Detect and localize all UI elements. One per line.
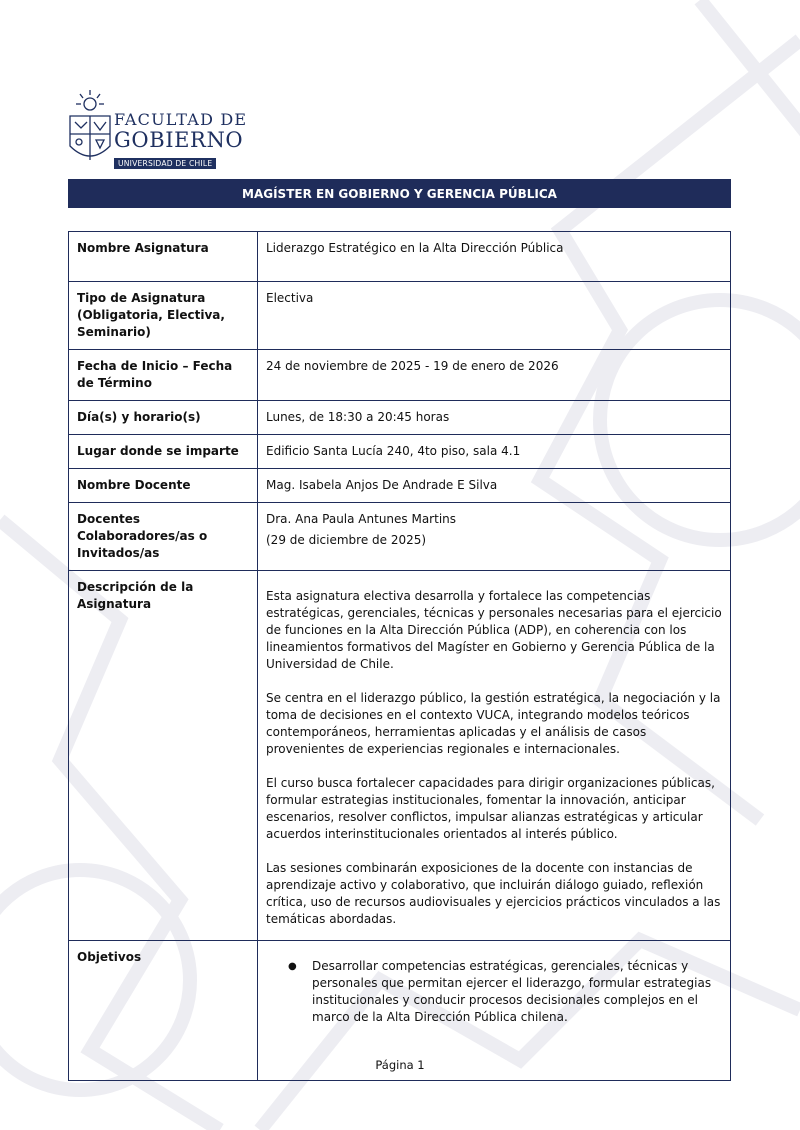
logo-wordmark	[114, 111, 247, 170]
label-tipo-asignatura: Tipo de Asignatura (Obligatoria, Electiva, Seminario)	[69, 282, 258, 350]
value-descripcion	[258, 571, 731, 941]
objetivo-item	[266, 958, 722, 1026]
descripcion-paragraph: Esta asignatura electiva desarrolla y fortalece las competencias estratégicas, gerenciales, técnicas y personales necesarias para el ejercicio de funciones en la Alta Dirección Pública (ADP), en coherencia con los lineamientos formativos del Magíster en Gobierno y Gerencia Pública de la Universidad de Chile.	[266, 589, 722, 671]
value-fecha: 24 de noviembre de 2025 - 19 de enero de 2026	[258, 350, 731, 401]
descripcion-paragraph: Las sesiones combinarán exposiciones de la docente con instancias de aprendizaje activo y colaborativo, que incluirán diálogo guiado, reflexión crítica, uso de recursos audiovisuales y ejercicios prácticos vinculados a las temáticas abordadas.	[266, 861, 721, 926]
value-lugar: Edificio Santa Lucía 240, 4to piso, sala 4.1	[258, 435, 731, 469]
logo-line-faculty: FACULTAD DE	[114, 110, 248, 129]
page-number: Página 1	[375, 1058, 425, 1072]
label-docente: Nombre Docente	[69, 469, 258, 503]
label-lugar: Lugar donde se imparte	[69, 435, 258, 469]
row-lugar	[69, 435, 731, 469]
objetivo-text: Desarrollar competencias estratégicas, gerenciales, técnicas y personales que permitan ejercer el liderazgo, formular estrategias institucionales y conducir procesos decisionales complejos en el marco de la Alta Dirección Pública chilena.	[312, 959, 712, 1024]
university-seal-icon	[66, 90, 114, 168]
descripcion-paragraph: Se centra en el liderazgo público, la gestión estratégica, la negociación y la toma de decisiones en el contexto VUCA, integrando modelos teóricos contemporáneos, herramientas aplicadas y el análisis de casos provenientes de experiencias regionales e internacionales.	[266, 691, 721, 756]
logo-university-band: UNIVERSIDAD DE CHILE	[114, 158, 216, 169]
row-nombre	[69, 232, 731, 282]
descripcion-paragraph: El curso busca fortalecer capacidades para dirigir organizaciones públicas, formular estrategias institucionales, fomentar la innovación, anticipar escenarios, resolver conflictos, impulsar alianzas estratégicas y articular acuerdos interinstitucionales orientados al interés público.	[266, 776, 715, 841]
course-info-table	[68, 231, 731, 1081]
program-title-banner: MAGÍSTER EN GOBIERNO Y GERENCIA PÚBLICA	[68, 179, 731, 208]
row-colaboradores	[69, 503, 731, 571]
label-nombre-asignatura: Nombre Asignatura	[69, 232, 258, 282]
label-objetivos: Objetivos	[69, 941, 258, 1081]
label-descripcion: Descripción de la Asignatura	[69, 571, 258, 941]
bullet-icon: ●	[288, 961, 297, 972]
label-fecha: Fecha de Inicio – Fecha de Término	[69, 350, 258, 401]
colaborador-name: Dra. Ana Paula Antunes Martins	[266, 512, 457, 526]
label-colaboradores: Docentes Colaboradores/as o Invitados/as	[69, 503, 258, 571]
label-horario: Día(s) y horario(s)	[69, 401, 258, 435]
value-tipo-asignatura: Electiva	[258, 282, 731, 350]
colaborador-date: (29 de diciembre de 2025)	[266, 533, 427, 547]
row-tipo	[69, 282, 731, 350]
row-descripcion	[69, 571, 731, 941]
row-fecha	[69, 350, 731, 401]
logo-line-gobierno: GOBIERNO	[114, 128, 244, 152]
row-docente	[69, 469, 731, 503]
value-docente: Mag. Isabela Anjos De Andrade E Silva	[258, 469, 731, 503]
value-horario: Lunes, de 18:30 a 20:45 horas	[258, 401, 731, 435]
value-nombre-asignatura: Liderazgo Estratégico en la Alta Dirección Pública	[258, 232, 731, 282]
row-horario	[69, 401, 731, 435]
value-colaboradores	[258, 503, 731, 571]
